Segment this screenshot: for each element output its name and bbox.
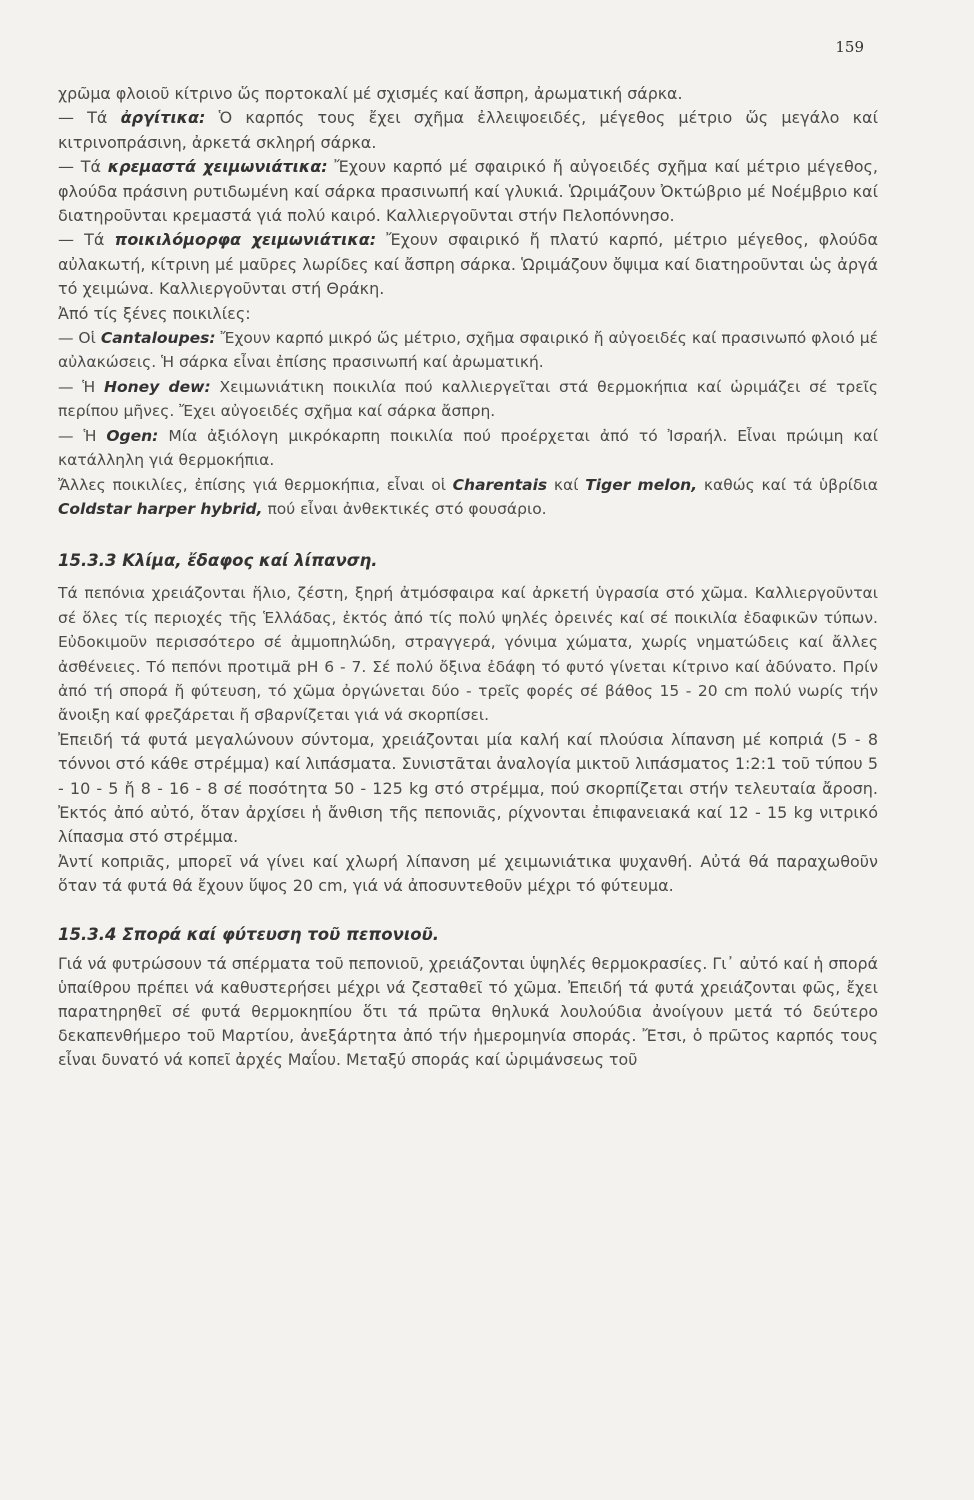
paragraph-green-manure: Ἀντί κοπριᾶς, μπορεῖ νά γίνει καί χλωρή λίπανση μέ χειμωνιάτικα ψυχανθή. Αὐτά θά παραχωθοῦν ὅταν τά φυτά θά ἔχουν ὕψος 20 cm, γιά νά ἀποσυντεθοῦν μέχρι τό φύτευμα. xyxy=(58,851,878,896)
paragraph-foreign-intro: Ἀπό τίς ξένες ποικιλίες: xyxy=(58,303,251,323)
variety-name: Cantaloupes: xyxy=(100,329,216,348)
variety-name: Ogen: xyxy=(106,426,159,445)
paragraph-fruit-color: χρῶμα φλοιοῦ κίτρινο ὥς πορτοκαλί μέ σχισμές καί ἄσπρη, ἀρωματική σάρκα. xyxy=(58,84,683,103)
variety-name: ἀργίτικα: xyxy=(120,108,206,128)
paragraph-honey-dew: — Ἡ Honey dew: Χειμωνιάτικη ποικιλία πού καλλιεργεῖται στά θερμοκήπια καί ὡριμάζει σέ τρεῖς περίπου μῆνες. Ἔχει αὐγοειδές σχῆμα καί σάρκα ἄσπρη. xyxy=(58,377,878,421)
paragraph-climate: Τά πεπόνια χρειάζονται ἥλιο, ζέστη, ξηρή ἀτμόσφαιρα καί ἀρκετή ὑγρασία στό χῶμα. Καλλιεργοῦνται σέ ὅλες τίς περιοχές τῆς Ἑλλάδας, ἐκτός ἀπό τίς πολύ ψηλές ὀρεινές καί σέ ποικιλία ἐδαφικῶν τύπων. Εὐδοκιμοῦν περισσότερο σέ ἀμμοπηλώδη, στραγγερά, γόνιμα χώματα, χωρίς νηματώδεις καί ἄλλες ἀσθένειες. Τό πεπόνι προτιμᾶ pH 6 - 7. Σέ πολύ ὄξινα ἐδάφη τό φυτό γίνεται κίτρινο καί ἀδύνατο. Πρίν ἀπό τή σπορά ἤ φύτευση, τό χῶμα ὀργώνεται δύο - τρεῖς φορές σέ βάθος 15 - 20 cm πολύ νωρίς τήν ἄνοιξη καί φρεζάρεται ἤ σβαρνίζεται γιά νά σκορπίσει. xyxy=(58,584,878,725)
variety-name: κρεμαστά χειμωνιάτικα: xyxy=(107,157,328,177)
paragraph-cantaloupes: — Οἱ Cantaloupes: Ἔχουν καρπό μικρό ὥς μέτριο, σχῆμα σφαιρικό ἤ αὐγοειδές καί πρασινωπό φλοιό μέ αὐλακώσεις. Ἡ σάρκα εἶναι ἐπίσης πρασινωπή καί ἀρωματική. xyxy=(58,329,878,372)
page-number: 159 xyxy=(835,38,864,56)
section-heading-climate-soil: 15.3.3 Κλίμα, ἔδαφος καί λίπανση. xyxy=(58,551,378,571)
paragraph-other-varieties: Ἄλλες ποικιλίες, ἐπίσης γιά θερμοκήπια, εἶναι οἱ Charentais καί Tiger melon, καθώς καί τά ὑβρίδια Coldstar harper hybrid, πού εἶναι ἀνθεκτικές στό φουσάριο. xyxy=(58,475,878,518)
paragraph-kremasta: — Τά κρεμαστά χειμωνιάτικα: Ἔχουν καρπό μέ σφαιρικό ἤ αὐγοειδές σχῆμα καί μέτριο μέγεθος, φλούδα πράσινη ρυτιδωμένη καί σάρκα πρασινωπή καί γλυκιά. Ὡριμάζουν Ὀκτώβριο μέ Νοέμβριο καί διατηροῦνται κρεμαστά γιά πολύ καιρό. Καλλιεργοῦνται στήν Πελοπόννησο. xyxy=(58,157,879,226)
variety-name: Charentais xyxy=(452,475,548,494)
page-content xyxy=(58,82,878,1072)
paragraph-fertilization: Ἐπειδή τά φυτά μεγαλώνουν σύντομα, χρειάζονται μία καλή καί πλούσια λίπανση μέ κοπριά (5 - 8 τόννοι στό κάθε στρέμμα) καί λιπάσματα. Συνιστᾶται ἀναλογία μικτοῦ λιπάσματος 1:2:1 τοῦ τύπου 5 - 10 - 5 ἤ 8 - 16 - 8 σέ ποσότητα 50 - 125 kg στό στρέμμα, πού σκορπίζεται στήν τελευταία ἄροση. Ἐκτός ἀπό αὐτό, ὅταν ἀρχίσει ἡ ἄνθιση τῆς πεπονιᾶς, ρίχνονται ἐπιφανειακά καί 12 - 15 kg νιτρικό λίπασμα στό στρέμμα. xyxy=(58,729,878,847)
variety-name: Coldstar harper hybrid, xyxy=(58,499,263,518)
paragraph-ogen: — Ἡ Ogen: Μία ἀξιόλογη μικρόκαρπη ποικιλία πού προέρχεται ἀπό τό Ἰσραήλ. Εἶναι πρώιμη καί κατάλληλη γιά θερμοκήπια. xyxy=(58,426,878,470)
variety-name: Honey dew: xyxy=(104,377,211,396)
variety-name: Tiger melon, xyxy=(585,475,698,494)
section-heading-sowing: 15.3.4 Σπορά καί φύτευση τοῦ πεπονιοῦ. xyxy=(58,924,440,944)
paragraph-poikilomorfa: — Τά ποικιλόμορφα χειμωνιάτικα: Ἔχουν σφαιρικό ἤ πλατύ καρπό, μέτριο μέγεθος, φλούδα αὐλακωτή, κίτρινη μέ μαῦρες λωρίδες καί ἄσπρη σάρκα. Ὡριμάζουν ὄψιμα καί διατηροῦνται ὡς ἀργά τό χειμώνα. Καλλιεργοῦνται στή Θράκη. xyxy=(58,230,879,299)
paragraph-argitika: — Τά ἀργίτικα: Ὁ καρπός τους ἔχει σχῆμα ἐλλειψοειδές, μέγεθος μέτριο ὥς μεγάλο καί κιτρινοπράσινη, ἀρκετά σκληρή σάρκα. xyxy=(58,108,879,152)
paragraph-sowing: Γιά νά φυτρώσουν τά σπέρματα τοῦ πεπονιοῦ, χρειάζονται ὑψηλές θερμοκρασίες. Γι᾽ αὐτό καί ἡ σπορά ὑπαίθρου πρέπει νά καθυστερήσει μέχρι νά ζεσταθεῖ τό χῶμα. Ἐπειδή τά φυτά χρειάζονται φῶς, ἔχει παρατηρηθεῖ σέ φυτά θερμοκηπίου ὅτι τά πρῶτα θηλυκά λουλούδια ἀνοίγουν μετά τό δεύτερο δεκαπενθήμερο τοῦ Μαρτίου, ἀνεξάρτητα ἀπό τήν ἡμερομηνία σποράς. Ἔτσι, ὁ πρῶτος καρπός τους εἶναι δυνατό νά κοπεῖ ἀρχές Μαΐου. Μεταξύ σποράς καί ὡριμάνσεως τοῦ xyxy=(58,953,878,1069)
variety-name: ποικιλόμορφα χειμωνιάτικα: xyxy=(114,230,377,250)
